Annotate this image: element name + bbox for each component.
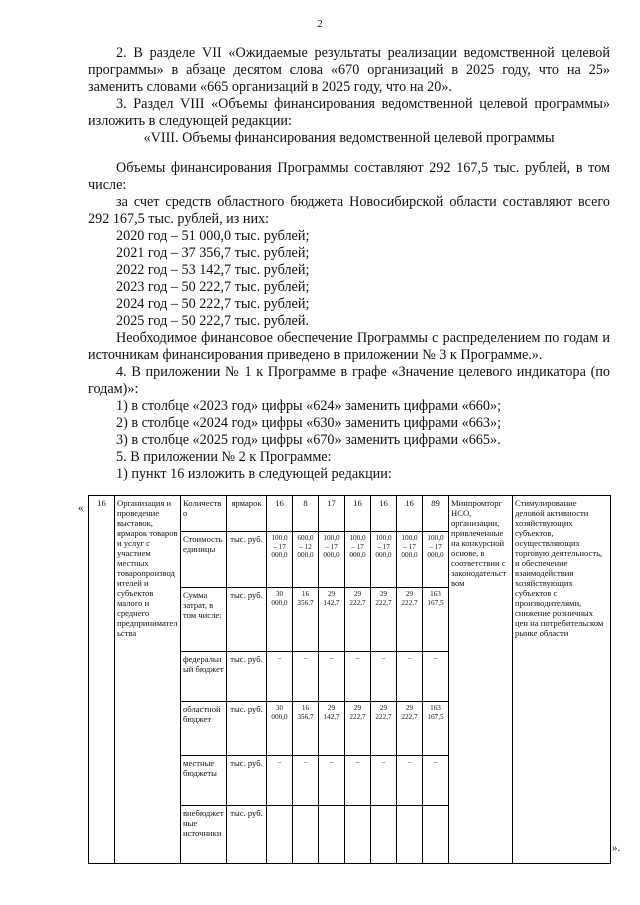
year-value: 16 (371, 496, 397, 532)
paragraph: 2023 год – 50 222,7 тыс. рублей; (116, 279, 310, 295)
row-value: – (371, 756, 397, 806)
row-value (423, 806, 449, 864)
row-value: 29 222,7 (397, 588, 423, 652)
year-value: 17 (319, 496, 345, 532)
paragraph: 3. Раздел VIII «Объемы финансирования ведомственной целевой программы» изложить в следующей редакции: (88, 96, 610, 129)
paragraph: 1) в столбце «2023 год» цифры «624» заменить цифрами «660»; (116, 398, 502, 414)
paragraph: Объемы финансирования Программы составляют 292 167,5 тыс. рублей, в том числе: (88, 160, 610, 193)
row-value: – (267, 652, 293, 702)
paragraph: 2021 год – 37 356,7 тыс. рублей; (116, 245, 310, 261)
row-value: – (423, 756, 449, 806)
paragraph: 2022 год – 53 142,7 тыс. рублей; (116, 262, 310, 278)
row-value: 16 356,7 (293, 588, 319, 652)
row-value (371, 806, 397, 864)
row-label: областной бюджет (181, 702, 227, 756)
table-open-quote: « (78, 502, 84, 514)
page-number: 2 (317, 18, 323, 30)
indicator-unit: ярмарок (227, 496, 267, 532)
paragraph: «VIII. Объемы финансирования ведомственной целевой программы (143, 130, 555, 146)
row-value (293, 806, 319, 864)
row-label: Стоимость единицы (181, 532, 227, 588)
row-value: 163 167,5 (423, 702, 449, 756)
executor: Минпромторг НСО, организации, привлеченные на конкурсной основе, в соответствии с законодательством (449, 496, 513, 864)
row-value: – (293, 756, 319, 806)
row-value: 29 222,7 (345, 702, 371, 756)
row-label: Сумма затрат, в том числе: (181, 588, 227, 652)
row-value: 600,0 – 12 000,0 (293, 532, 319, 588)
year-value: 89 (423, 496, 449, 532)
row-unit: тыс. руб. (227, 756, 267, 806)
expected-result: Стимулирование деловой активности хозяйствующих субъектов, осуществляющих торговую деятельность, и обеспечение взаимодействия хозяйствующих субъектов с производителями, снижение розничных цен на потребительском рынке области (513, 496, 611, 864)
row-label: федеральный бюджет (181, 652, 227, 702)
row-value: – (397, 652, 423, 702)
row-label: внебюджетные источники (181, 806, 227, 864)
year-value: 16 (345, 496, 371, 532)
row-value: 100,0 – 17 000,0 (319, 532, 345, 588)
paragraph: 2025 год – 50 222,7 тыс. рублей. (116, 313, 309, 329)
indicator-label: Количество (181, 496, 227, 532)
year-value: 16 (267, 496, 293, 532)
item-number: 16 (89, 496, 115, 864)
row-value: 29 142,7 (319, 588, 345, 652)
paragraph: 2) в столбце «2024 год» цифры «630» заменить цифрами «663»; (116, 415, 502, 431)
row-value (267, 806, 293, 864)
paragraph: за счет средств областного бюджета Новосибирской области составляют всего 292 167,5 тыс. рублей, из них: (88, 194, 610, 227)
paragraph: 2. В разделе VII «Ожидаемые результаты реализации ведомственной целевой программы» в абзаце десятом слова «670 организаций в 2025 году, что на 25» заменить словами «665 организаций в 2025 году, что на 20». (88, 45, 610, 95)
row-value: 30 000,0 (267, 702, 293, 756)
table-close-quote: ». (612, 842, 621, 854)
row-value: – (319, 652, 345, 702)
row-value: 100,0 – 17 000,0 (345, 532, 371, 588)
paragraph: 3) в столбце «2025 год» цифры «670» заменить цифрами «665». (116, 432, 501, 448)
row-value: 29 222,7 (371, 702, 397, 756)
year-value: 16 (397, 496, 423, 532)
row-value: 29 222,7 (345, 588, 371, 652)
paragraph: 2020 год – 51 000,0 тыс. рублей; (116, 228, 310, 244)
row-unit: тыс. руб. (227, 588, 267, 652)
row-value: – (397, 756, 423, 806)
year-value: 8 (293, 496, 319, 532)
row-label: местные бюджеты (181, 756, 227, 806)
row-value: 163 167,5 (423, 588, 449, 652)
row-value: 29 222,7 (397, 702, 423, 756)
row-value (319, 806, 345, 864)
row-value: 29 142,7 (319, 702, 345, 756)
row-value: – (293, 652, 319, 702)
row-unit: тыс. руб. (227, 652, 267, 702)
paragraph: Необходимое финансовое обеспечение Программы с распределением по годам и источникам финансирования приведено в приложении № 3 к Программе.». (88, 330, 610, 363)
row-unit: тыс. руб. (227, 532, 267, 588)
row-value: – (371, 652, 397, 702)
row-value: 30 000,0 (267, 588, 293, 652)
item-name: Организация и проведение выставок, ярмарок товаров и услуг с участием местных товаропроизводителей и субъектов малого и среднего предпринимательства (115, 496, 181, 864)
row-value: 16 356,7 (293, 702, 319, 756)
row-value: 100,0 – 17 000,0 (397, 532, 423, 588)
paragraph: 2024 год – 50 222,7 тыс. рублей; (116, 296, 310, 312)
table-row (89, 496, 611, 532)
row-value: 100,0 – 17 000,0 (371, 532, 397, 588)
row-value: – (319, 756, 345, 806)
row-value: 29 222,7 (371, 588, 397, 652)
row-value (397, 806, 423, 864)
row-value: – (345, 756, 371, 806)
row-value: – (345, 652, 371, 702)
row-value: 100,0 – 17 000,0 (423, 532, 449, 588)
paragraph-gap (88, 147, 610, 160)
row-value (345, 806, 371, 864)
body-text (88, 45, 610, 483)
row-value: 100,0 – 17 000,0 (267, 532, 293, 588)
row-value: – (423, 652, 449, 702)
paragraph: 5. В приложении № 2 к Программе: (116, 449, 332, 465)
row-unit: тыс. руб. (227, 806, 267, 864)
paragraph: 1) пункт 16 изложить в следующей редакции: (116, 466, 392, 482)
row-value: – (267, 756, 293, 806)
program-table (88, 495, 611, 864)
paragraph: 4. В приложении № 1 к Программе в графе «Значение целевого индикатора (по годам)»: (88, 364, 610, 397)
row-unit: тыс. руб. (227, 702, 267, 756)
